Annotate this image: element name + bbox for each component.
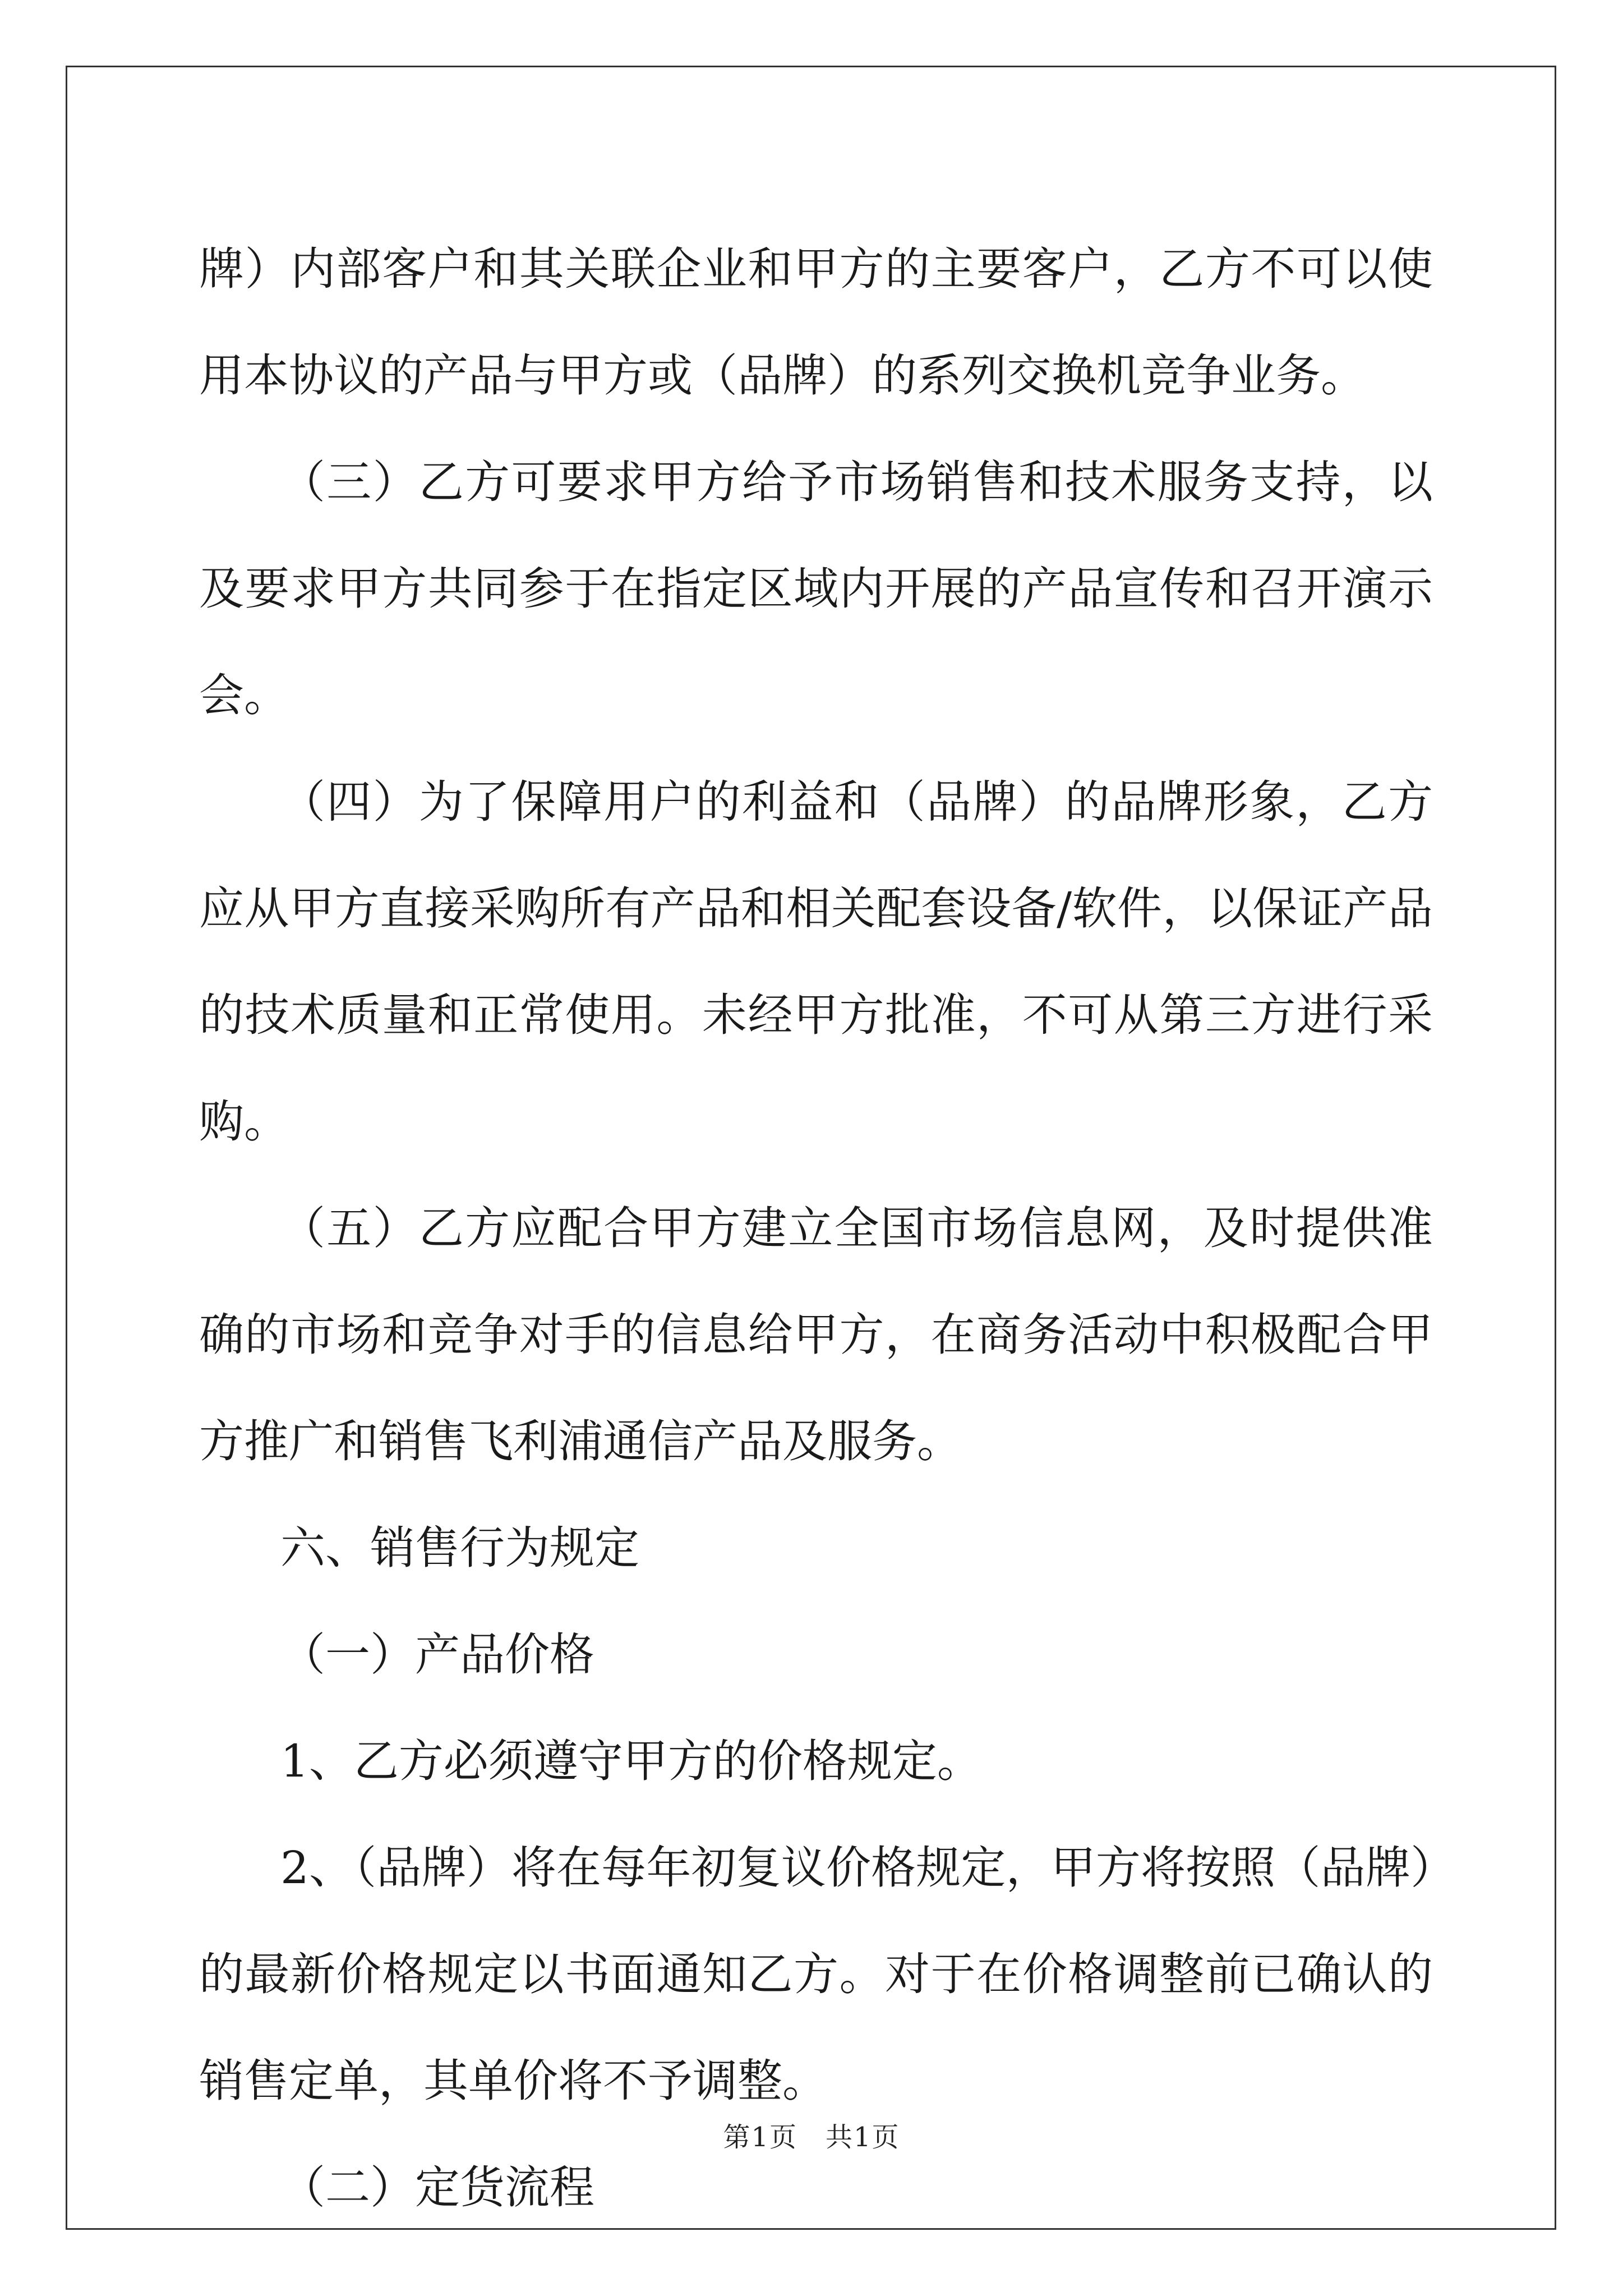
paragraph-1: 牌）内部客户和其关联企业和甲方的主要客户，乙方不可以使用本协议的产品与甲方或（品牌）的系列交换机竞争业务。 [199,243,1433,402]
section-heading-sales-rules: 六、销售行为规定 [280,1522,639,1574]
paragraph-2: （三）乙方可要求甲方给予市场销售和技术服务支持，以及要求甲方共同参于在指定区域内开展的产品宣传和召开演示会。 [199,456,1433,721]
paragraph-5: 1、乙方必须遵守甲方的价格规定。 [280,1735,982,1787]
subheading-product-price: （一）产品价格 [280,1628,594,1681]
paragraph-6: 2、（品牌）将在每年初复议价格规定，甲方将按照（品牌）的最新价格规定以书面通知乙方。对于在价格调整前已确认的销售定单，其单价将不予调整。 [199,1842,1433,2107]
paragraph-3: （四）为了保障用户的利益和（品牌）的品牌形象，乙方应从甲方直接采购所有产品和相关配套设备/软件，以保证产品的技术质量和正常使用。未经甲方批准，不可从第三方进行采购。 [199,776,1433,1148]
document-body [199,216,1433,2241]
page-footer: 第1页 共1页 [723,2122,900,2153]
subheading-order-process: （二）定货流程 [280,2161,594,2214]
paragraph-4: （五）乙方应配合甲方建立全国市场信息网，及时提供准确的市场和竞争对手的信息给甲方，在商务活动中积极配合甲方推广和销售飞利浦通信产品及服务。 [199,1202,1433,1467]
